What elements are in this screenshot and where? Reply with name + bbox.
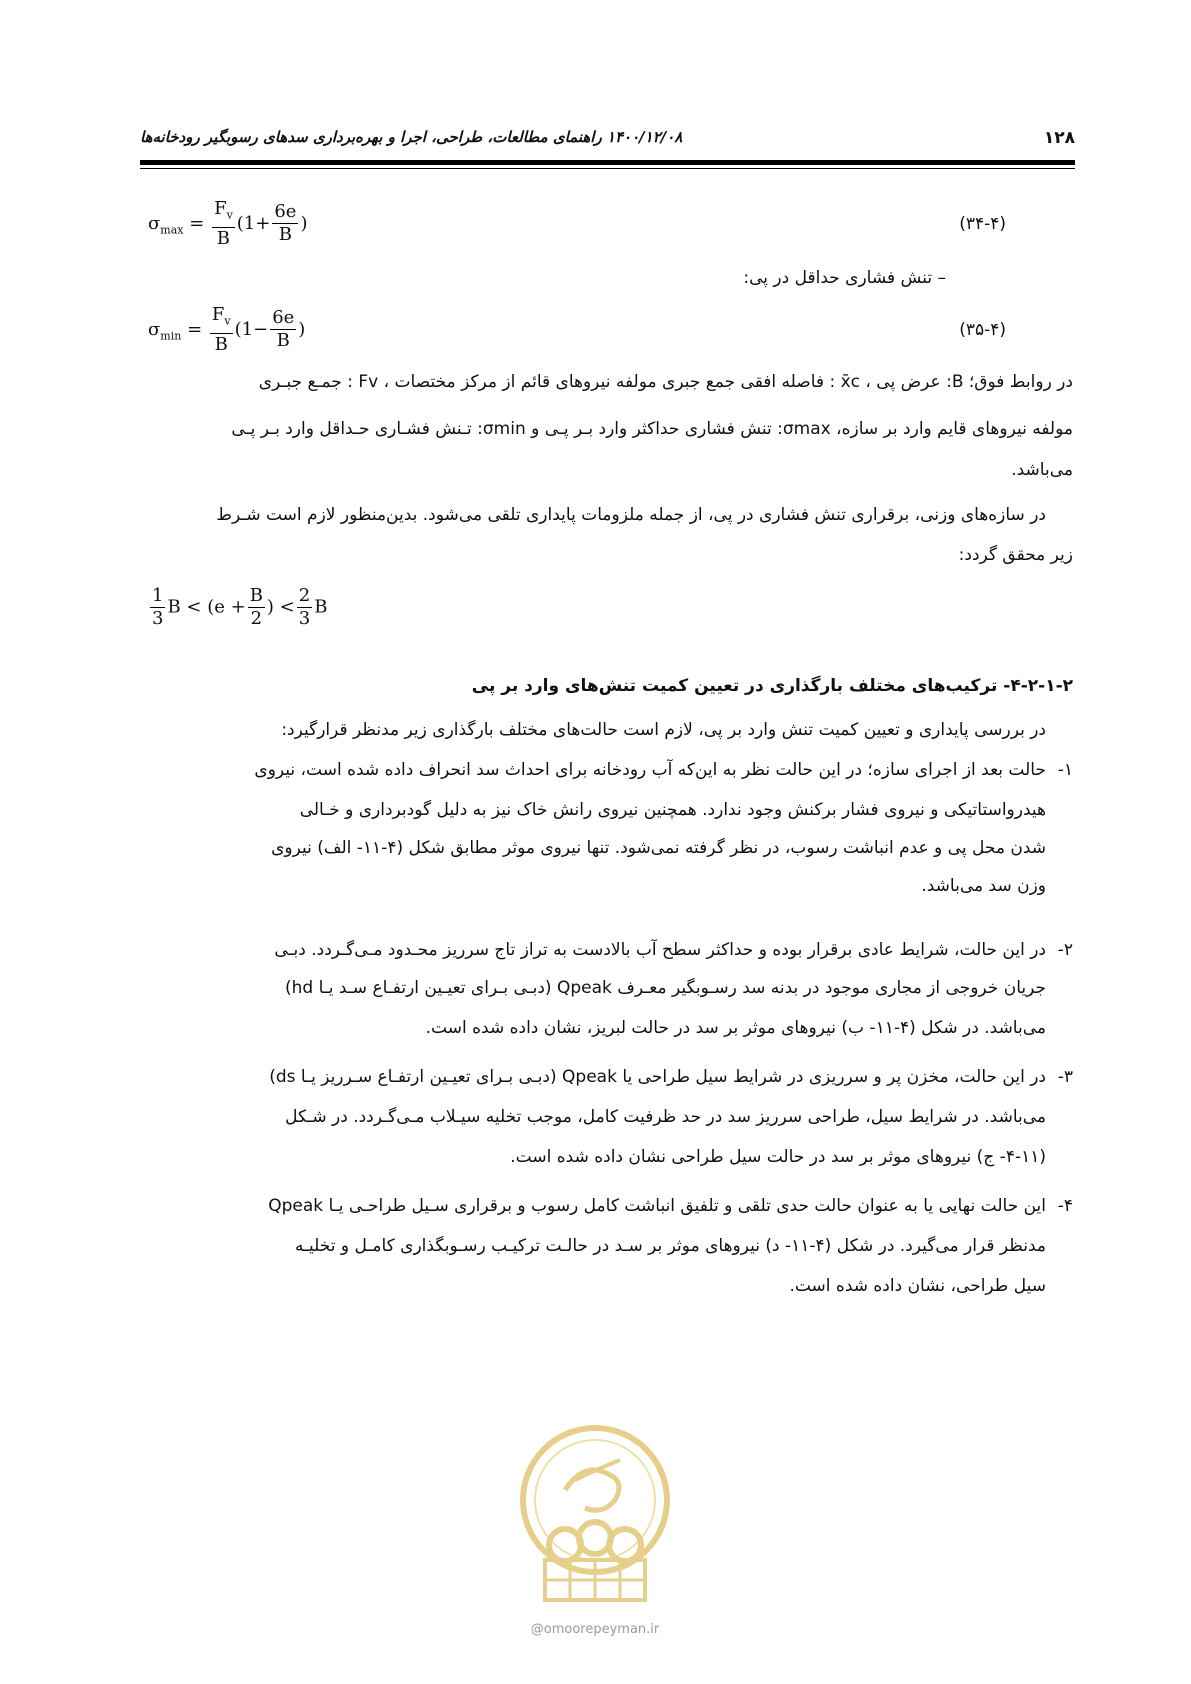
list-item-line: می‌باشد. در شرایط سیل، طراحی سرریز سد در حد ظرفیت کامل، موجب تخلیه سیـلاب مـی‌گـردد. در شـکل xyxy=(285,1107,1046,1127)
denominator: B xyxy=(214,333,228,355)
equation-inequality xyxy=(148,585,327,630)
list-item-line: (۴-۱۱- ج) نیروهای موثر بر سد در حالت سیل طراحی نشان داده شده است. xyxy=(510,1147,1046,1167)
list-item-line: در این حالت، شرایط عادی برقرار بوده و حداکثر سطح آب بالادست به تراز تاج سرریز محـدود مـی‌گـردد. دبـی xyxy=(274,940,1046,960)
paragraph-line: زیر محقق گردد: xyxy=(958,545,1073,565)
paragraph-line: مولفه نیروهای قایم وارد بر سازه، σmax: تنش فشاری حداکثر وارد بـر پـی و σmin: تـنش فشـاری حـداقل وارد بـر پـی xyxy=(231,419,1073,439)
list-item-number: ۳- xyxy=(1057,1067,1073,1087)
eq-text: B xyxy=(314,596,328,618)
paragraph-line: در روابط فوق؛ B: عرض پی ، x̄c : فاصله افقی جمع جبری مولفه نیروهای قائم از مرکز مختصات ، Fv : جمـع جبـری xyxy=(258,372,1073,392)
header-rule-thin xyxy=(140,168,1075,169)
denominator: 3 xyxy=(298,608,311,629)
header-rule-thick xyxy=(140,160,1075,165)
equation-sigma-max xyxy=(148,198,307,250)
numerator-sub: v xyxy=(226,208,233,222)
eq-subscript: max xyxy=(160,223,184,237)
eq-text: ) < xyxy=(266,596,295,618)
numerator: 6e xyxy=(274,201,297,223)
numerator: 2 xyxy=(298,585,311,606)
denominator: 3 xyxy=(152,608,164,629)
denominator: B xyxy=(276,330,290,352)
fraction xyxy=(212,198,235,250)
equation-number: (۳۵-۴) xyxy=(959,320,1006,340)
running-title: ۱۴۰۰/۱۲/۰۸ راهنمای مطالعات، طراحی، اجرا و بهره‌برداری سدهای رسوبگیر رودخانه‌ها xyxy=(140,128,683,146)
eq-symbol: σ xyxy=(148,318,161,340)
bullet-min-stress: – تنش فشاری حداقل در پی: xyxy=(743,268,946,288)
eq-tail: ) xyxy=(298,318,306,340)
numerator: 1 xyxy=(152,585,164,606)
list-item-line: مدنظر قرار می‌گیرد. در شکل (۴-۱۱- د) نیروهای موثر بر سـد در حالـت ترکیـب رسـوبگذاری کامـل و تخلیـه xyxy=(294,1236,1046,1256)
fraction xyxy=(150,585,165,630)
numerator: F xyxy=(214,198,227,219)
paragraph-line: می‌باشد. xyxy=(1011,460,1073,480)
list-item-number: ۱- xyxy=(1057,760,1073,780)
denominator: B xyxy=(216,227,231,249)
eq-tail: ) xyxy=(300,212,308,234)
watermark-text: @omoorepeyman.ir xyxy=(530,1622,660,1637)
numerator: F xyxy=(211,304,225,325)
fraction xyxy=(270,307,296,352)
eq-sign: = xyxy=(189,212,205,234)
equation-sigma-min xyxy=(148,304,305,356)
fraction xyxy=(297,585,312,630)
numerator-sub: v xyxy=(224,314,231,328)
fraction xyxy=(248,585,265,630)
page-number: ۱۲۸ xyxy=(1043,128,1075,148)
list-item-line: این حالت نهایی یا به عنوان حالت حدی تلقی و تلفیق انباشت کامل رسوب و برقراری سـیل طراحـی یـا Qpeak xyxy=(268,1196,1046,1216)
paragraph-line: در سازه‌های وزنی، برقراری تنش فشاری در پی، از جمله ملزومات پایداری تلقی می‌شود. بدین‌منظور لازم است شـرط xyxy=(216,505,1046,525)
section-heading: ۴-۲-۱-۲- ترکیب‌های مختلف بارگذاری در تعیین کمیت تنش‌های وارد بر پی xyxy=(471,676,1073,696)
list-item-line: شدن محل پی و عدم انباشت رسوب، در نظر گرفته نمی‌شود. تنها نیروی موثر مطابق شکل (۴-۱۱- الف) نیروی xyxy=(271,838,1046,858)
publisher-logo xyxy=(515,1420,675,1610)
fraction xyxy=(210,304,233,356)
intro-paragraph: در بررسی پایداری و تعیین کمیت تنش وارد بر پی، لازم است حالت‌های مختلف بارگذاری زیر مدنظر قرارگیرد: xyxy=(281,720,1046,740)
list-item-line: هیدرواستاتیکی و نیروی فشار برکنش وجود ندارد. همچنین نیروی رانش خاک نیز به دلیل گودبرداری و خـالی xyxy=(299,800,1046,820)
eq-middle: (1− xyxy=(234,318,269,340)
eq-middle: (1+ xyxy=(236,212,271,234)
list-item-line: وزن سد می‌باشد. xyxy=(921,876,1046,896)
list-item-line: سیل طراحی، نشان داده شده است. xyxy=(789,1276,1046,1296)
list-item-line: در این حالت، مخزن پر و سرریزی در شرایط سیل طراحی یا Qpeak (دبـی بـرای تعیـین ارتفـاع سـرریز یـا ds) xyxy=(269,1067,1046,1087)
fraction xyxy=(272,201,298,246)
eq-sign: = xyxy=(187,318,203,340)
eq-symbol: σ xyxy=(148,212,161,234)
list-item-line: جریان خروجی از مجاری موجود در بدنه سد رسـوبگیر معـرف Qpeak (دبـی بـرای تعیـین ارتفـاع سـد یـا hd) xyxy=(284,978,1046,998)
numerator: 6e xyxy=(272,307,295,329)
list-item-line: می‌باشد. در شکل (۴-۱۱- ب) نیروهای موثر بر سد در حالت لبریز، نشان داده شده است. xyxy=(425,1018,1046,1038)
list-item-number: ۲- xyxy=(1057,940,1073,960)
denominator: B xyxy=(278,224,293,246)
eq-text: B < (e + xyxy=(167,596,246,618)
list-item-number: ۴- xyxy=(1057,1196,1073,1216)
numerator: B xyxy=(249,585,263,606)
denominator: 2 xyxy=(250,608,263,629)
equation-number: (۳۴-۴) xyxy=(959,214,1006,234)
page-header xyxy=(140,128,1075,156)
eq-subscript: min xyxy=(160,329,182,343)
list-item-line: حالت بعد از اجرای سازه؛ در این حالت نظر به این‌که آب رودخانه برای احداث سد انحراف داده شده است، نیروی xyxy=(254,760,1046,780)
